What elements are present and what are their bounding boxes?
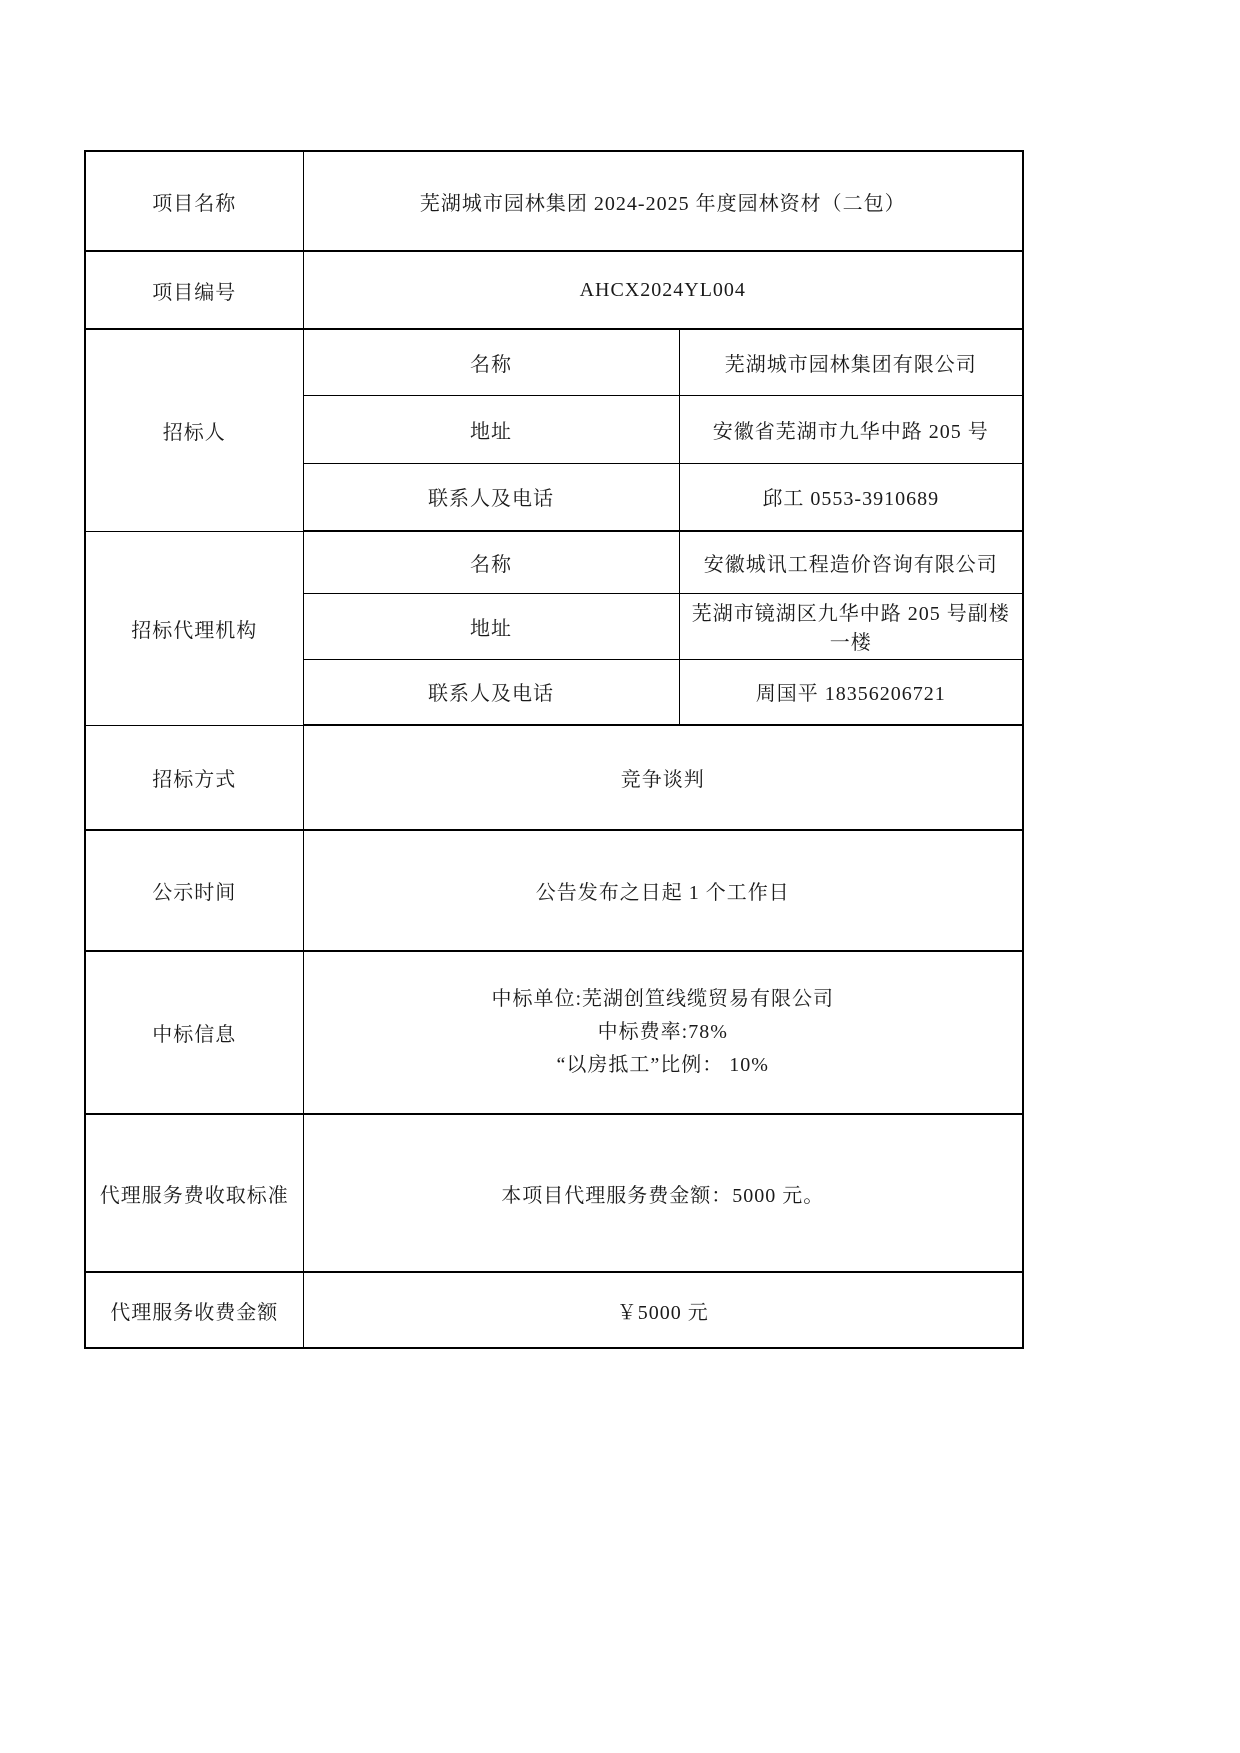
table-row-tenderer-name [85,329,1023,395]
table-row-project-name [85,151,1023,251]
publicity-label: 公示时间 [85,830,303,951]
fee-amount-label: 代理服务收费金额 [85,1272,303,1348]
agency-name-value: 安徽城讯工程造价咨询有限公司 [679,531,1023,593]
tenderer-name-label: 名称 [303,329,679,395]
agency-address-label: 地址 [303,593,679,659]
agency-address-value: 芜湖市镜湖区九华中路 205 号副楼一楼 [679,593,1023,659]
table-row-agency-name [85,531,1023,593]
award-rate-line: 中标费率:78% [597,1021,728,1043]
method-value: 竞争谈判 [303,725,1023,830]
agency-contact-value: 周国平 18356206721 [679,659,1023,725]
table-row-publicity [85,830,1023,951]
tenderer-label: 招标人 [85,329,303,531]
table-row-project-no [85,251,1023,329]
tenderer-contact-value: 邱工 0553-3910689 [679,463,1023,531]
tenderer-name-value: 芜湖城市园林集团有限公司 [679,329,1023,395]
method-label: 招标方式 [85,725,303,830]
fee-standard-value: 本项目代理服务费金额：5000 元。 [303,1114,1023,1272]
table-row-fee-standard [85,1114,1023,1272]
fee-amount-value: ￥5000 元 [303,1272,1023,1348]
award-value [303,951,1023,1114]
table-row-award [85,951,1023,1114]
agency-contact-label: 联系人及电话 [303,659,679,725]
publicity-value: 公告发布之日起 1 个工作日 [303,830,1023,951]
project-info-table [84,150,1024,1349]
agency-label: 招标代理机构 [85,531,303,725]
project-no-label: 项目编号 [85,251,303,329]
table-row-method [85,725,1023,830]
award-winner-line: 中标单位:芜湖创笪线缆贸易有限公司 [491,988,835,1010]
award-ratio-line: “以房抵工”比例： 10% [556,1054,769,1076]
project-name-label: 项目名称 [85,151,303,251]
table-row-fee-amount [85,1272,1023,1348]
tenderer-address-value: 安徽省芜湖市九华中路 205 号 [679,395,1023,463]
project-no-value: AHCX2024YL004 [303,251,1023,329]
award-label: 中标信息 [85,951,303,1114]
fee-standard-label: 代理服务费收取标准 [85,1114,303,1272]
agency-name-label: 名称 [303,531,679,593]
tenderer-contact-label: 联系人及电话 [303,463,679,531]
tenderer-address-label: 地址 [303,395,679,463]
project-name-value: 芜湖城市园林集团 2024-2025 年度园林资材（二包） [303,151,1023,251]
